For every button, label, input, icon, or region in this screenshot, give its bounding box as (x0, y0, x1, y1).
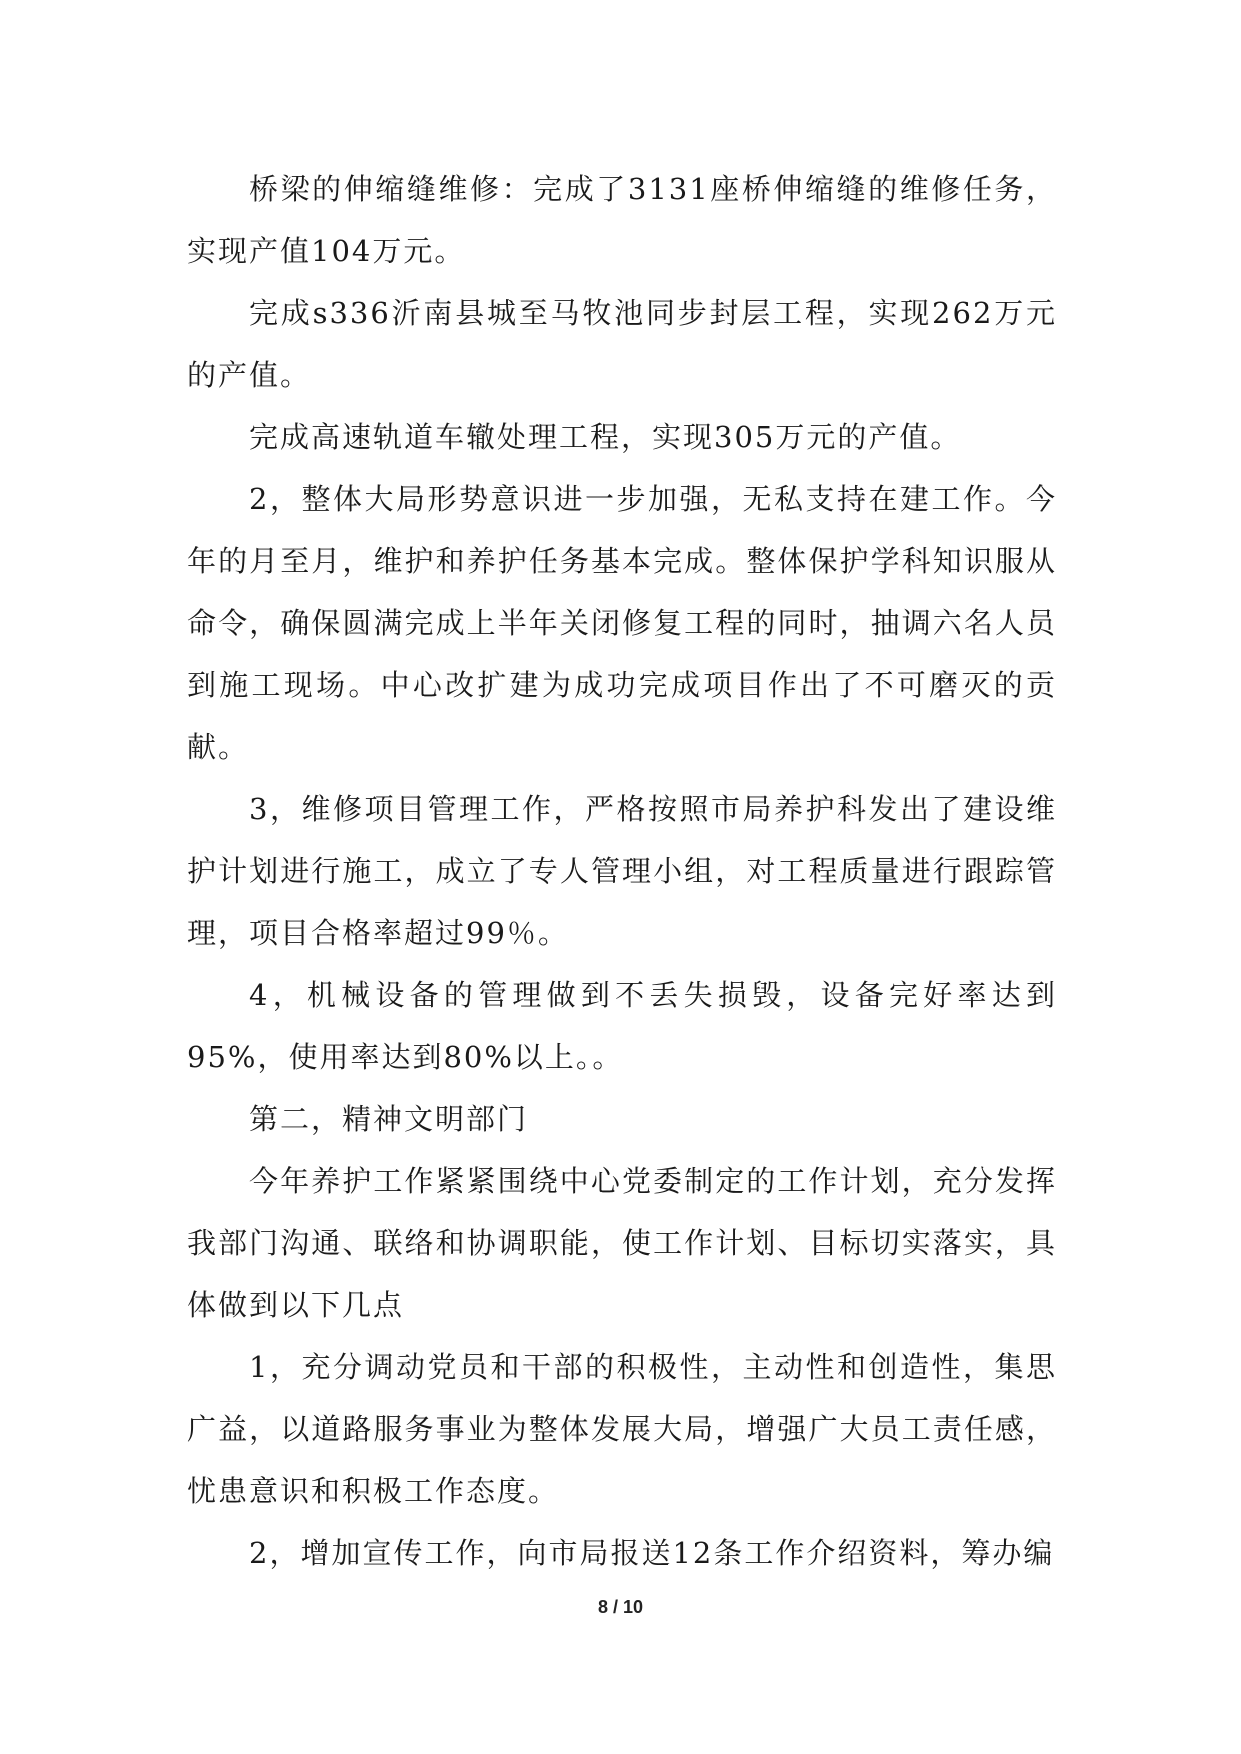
paragraph-bridge-expansion-joints: 桥梁的伸缩缝维修：完成了3131座桥伸缩缝的维修任务，实现产值104万元。 (187, 172, 1057, 268)
paragraph-item-1-mobilize: 1，充分调动党员和干部的积极性，主动性和创造性，集思广益，以道路服务事业为整体发展大局，增强广大员工责任感，忧患意识和积极工作态度。 (187, 1350, 1057, 1508)
paragraph-item-2-overall-situation: 2，整体大局形势意识进一步加强，无私支持在建工作。今年的月至月，维护和养护任务基本完成。整体保护学科知识服从命令，确保圆满完成上半年关闭修复工程的同时，抽调六名人员到施工现场。中心改扩建为成功完成项目作出了不可磨灭的贡献。 (187, 482, 1057, 764)
section-heading-spiritual-civilization: 第二，精神文明部门 (249, 1102, 529, 1136)
paragraph-rut-treatment: 完成高速轨道车辙处理工程，实现305万元的产值。 (249, 420, 962, 454)
paragraph-s336-sealing-project: 完成s336沂南县城至马牧池同步封层工程，实现262万元的产值。 (187, 296, 1057, 392)
page-number: 8 / 10 (597, 1597, 644, 1617)
paragraph-item-3-project-management: 3，维修项目管理工作，严格按照市局养护科发出了建设维护计划进行施工，成立了专人管理小组，对工程质量进行跟踪管理，项目合格率超过99％。 (187, 792, 1057, 950)
paragraph-item-2-publicity: 2，增加宣传工作，向市局报送12条工作介绍资料，筹办编 (249, 1536, 1055, 1570)
paragraph-item-4-equipment: 4，机械设备的管理做到不丢失损毁，设备完好率达到95%，使用率达到80%以上。。 (187, 978, 1057, 1074)
document-body (187, 158, 1057, 1584)
paragraph-work-plan-intro: 今年养护工作紧紧围绕中心党委制定的工作计划，充分发挥我部门沟通、联络和协调职能，使工作计划、目标切实落实，具体做到以下几点 (187, 1164, 1057, 1322)
